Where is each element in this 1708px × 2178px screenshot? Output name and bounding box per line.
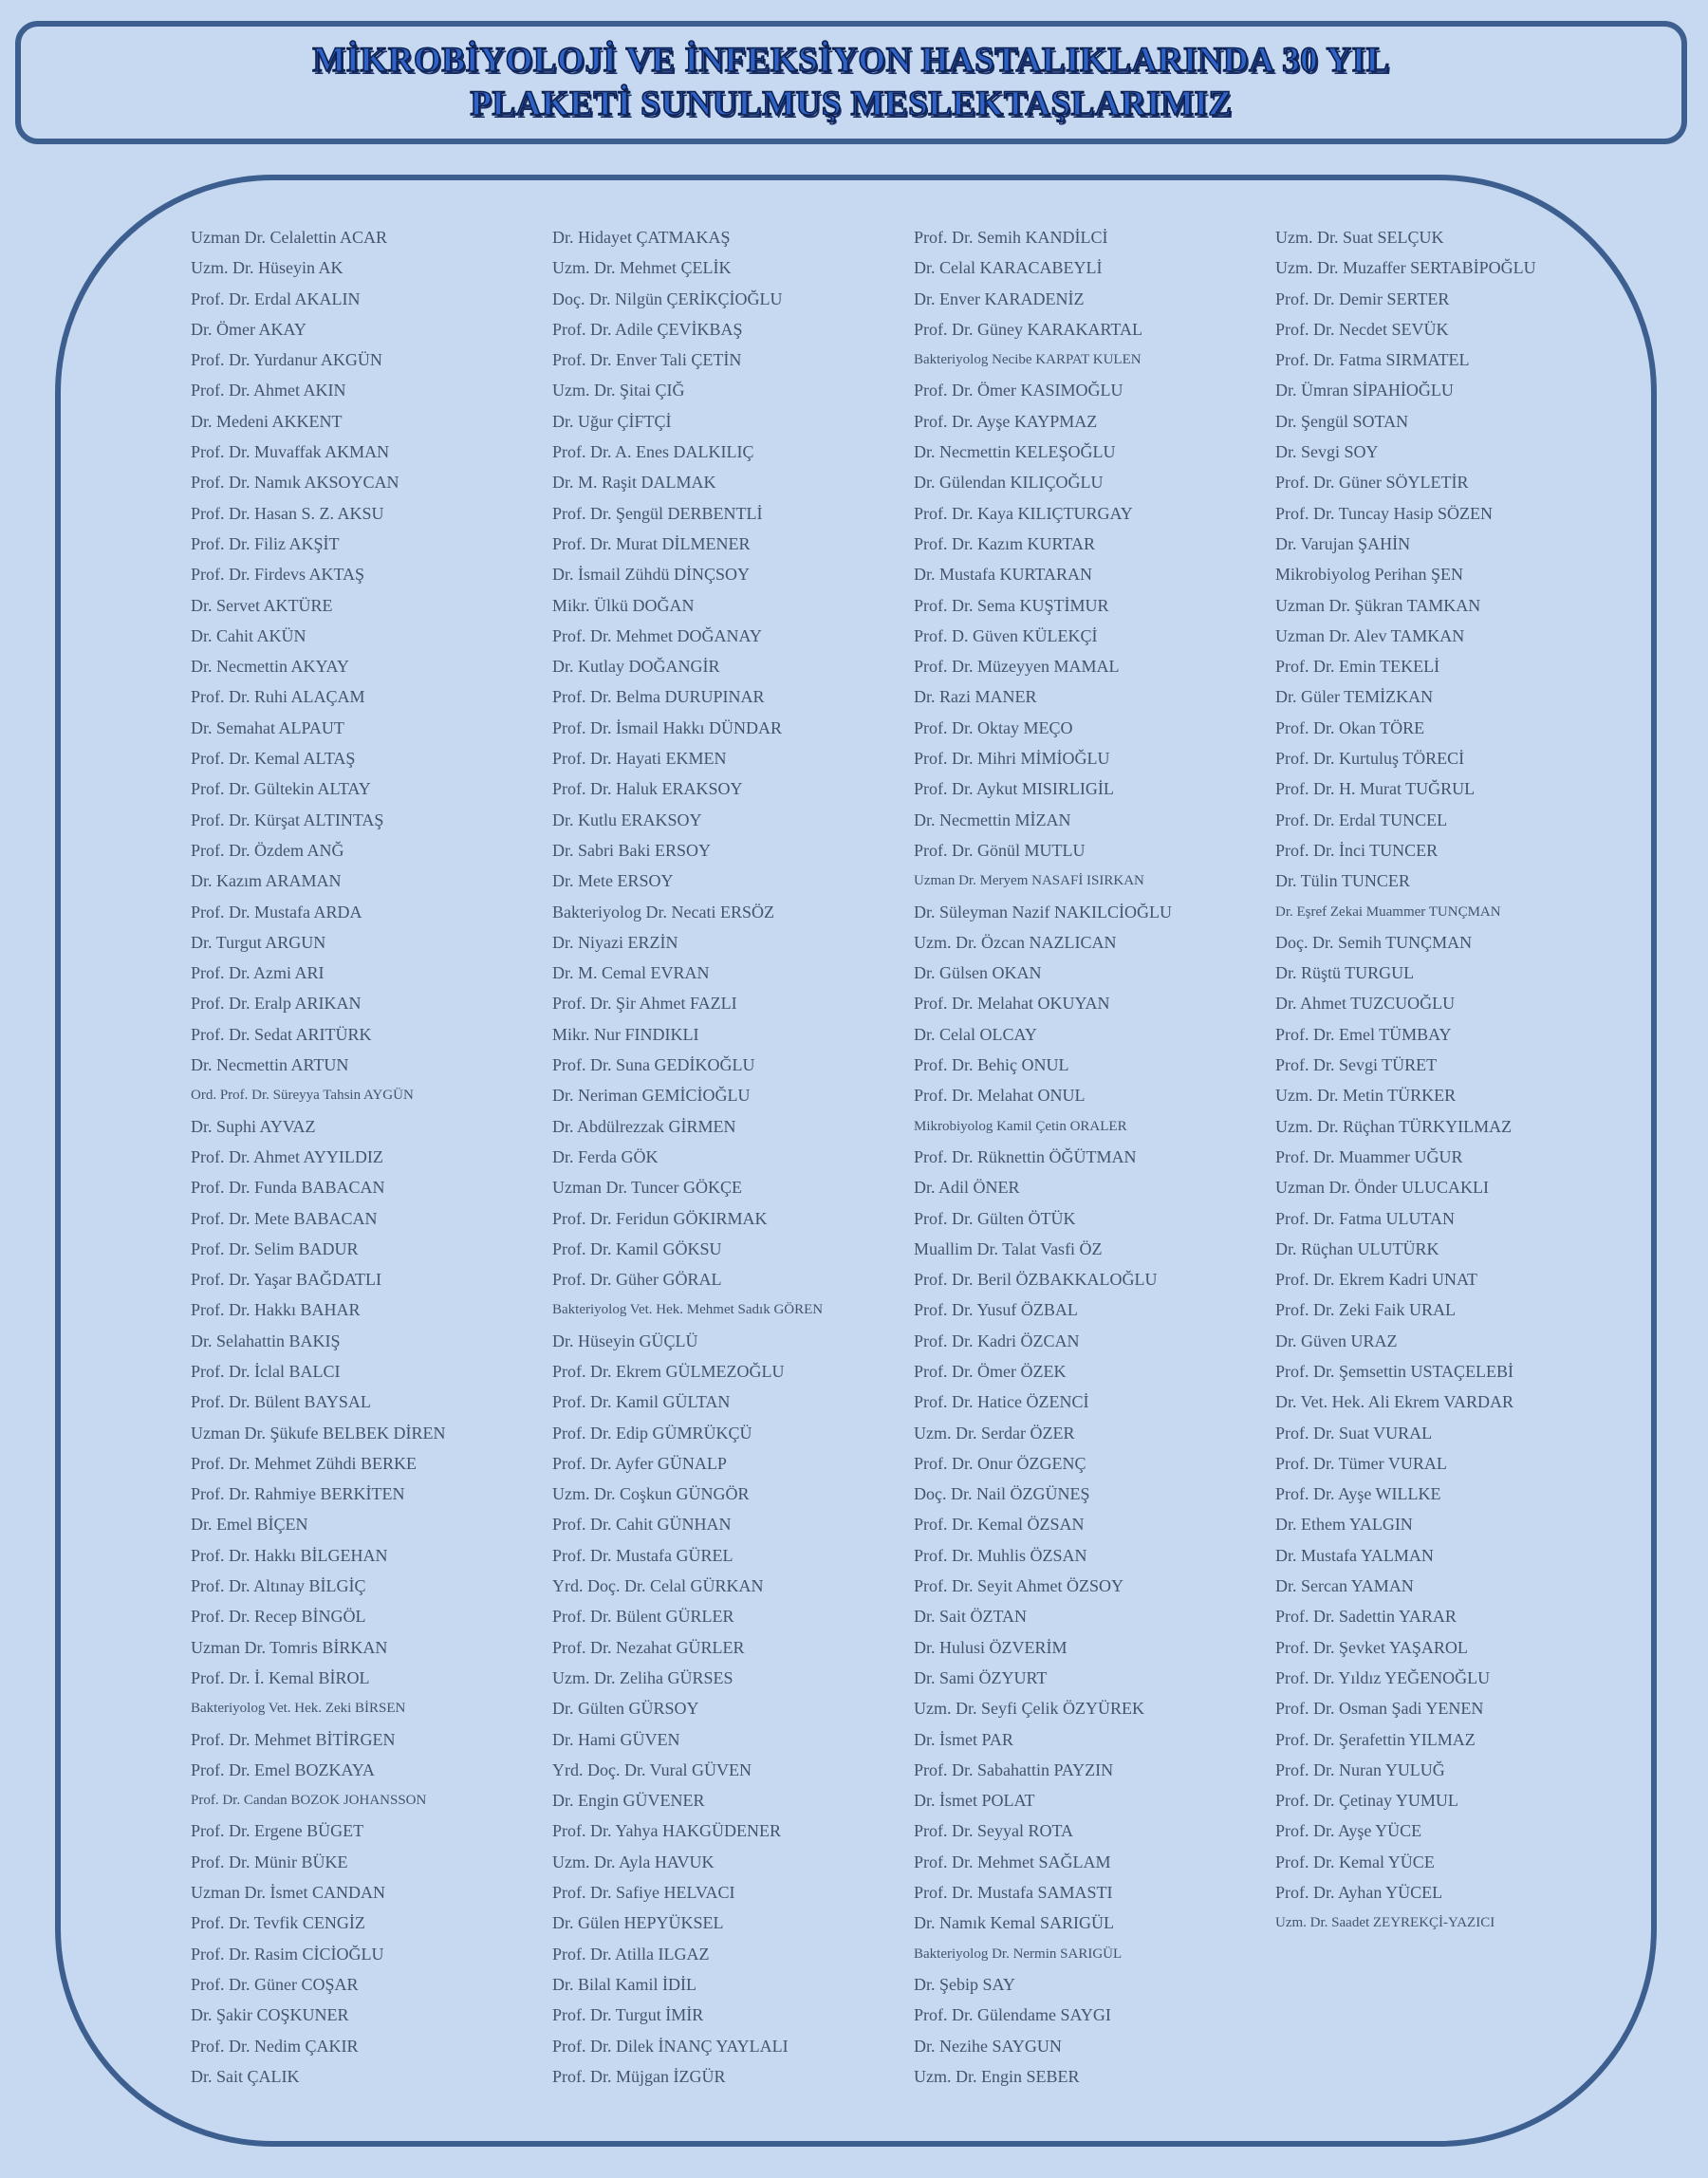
page-title-line-2: PLAKETİ SUNULMUŞ MESLEKTAŞLARIMIZ — [470, 84, 1233, 123]
name-entry: Dr. Rüçhan ULUTÜRK — [1275, 1238, 1439, 1258]
name-entry: Dr. Enver KARADENİZ — [914, 289, 1085, 308]
name-entry: Dr. Şebip SAY — [914, 1974, 1015, 1994]
name-entry: Ord. Prof. Dr. Süreyya Tahsin AYGÜN — [191, 1088, 414, 1104]
name-entry: Bakteriyolog Dr. Necati ERSÖZ — [552, 902, 774, 921]
name-entry: Prof. Dr. Muammer UĞUR — [1275, 1146, 1463, 1166]
name-entry: Prof. Dr. Şevket YAŞAROL — [1275, 1637, 1468, 1657]
name-entry: Mikrobiyolog Perihan ŞEN — [1275, 565, 1463, 585]
name-entry: Doç. Dr. Semih TUNÇMAN — [1275, 932, 1473, 952]
name-entry: Uzman Dr. Şükufe BELBEK DİREN — [191, 1423, 446, 1443]
name-entry: Prof. Dr. Mehmet SAĞLAM — [914, 1852, 1111, 1871]
name-entry: Prof. Dr. Adile ÇEVİKBAŞ — [552, 319, 743, 339]
name-entry: Prof. Dr. Seyyal ROTA — [914, 1821, 1074, 1841]
name-entry: Prof. Dr. Nuran YULUĞ — [1275, 1759, 1445, 1779]
name-entry: Prof. Dr. Nedim ÇAKIR — [191, 2036, 359, 2056]
name-entry: Dr. Mustafa KURTARAN — [914, 565, 1092, 585]
name-entry: Muallim Dr. Talat Vasfi ÖZ — [914, 1238, 1103, 1258]
name-entry: Uzm. Dr. Şitai ÇIĞ — [552, 381, 685, 400]
name-entry: Prof. Dr. Semih KANDİLCİ — [914, 228, 1108, 247]
name-entry: Prof. Dr. Firdevs AKTAŞ — [191, 565, 365, 585]
name-entry: Prof. Dr. Kamil GÖKSU — [552, 1238, 722, 1258]
name-entry: Prof. Dr. İ. Kemal BİROL — [191, 1667, 370, 1687]
name-entry: Prof. Dr. Ekrem Kadri UNAT — [1275, 1270, 1477, 1290]
name-entry: Bakteriyolog Necibe KARPAT KULEN — [914, 352, 1142, 368]
name-entry: Dr. Sait ÖZTAN — [914, 1607, 1028, 1627]
name-entry: Prof. Dr. Osman Şadi YENEN — [1275, 1699, 1484, 1719]
name-entry: Prof. Dr. Turgut İMİR — [552, 2005, 704, 2025]
name-entry: Mikrobiyolog Kamil Çetin ORALER — [914, 1118, 1127, 1134]
name-entry: Dr. Güler TEMİZKAN — [1275, 687, 1434, 707]
name-entry: Dr. Mete ERSOY — [552, 871, 674, 891]
name-entry: Dr. Kutlu ERAKSOY — [552, 810, 702, 829]
name-entry: Dr. M. Raşit DALMAK — [552, 473, 716, 493]
name-entry: Dr. M. Cemal EVRAN — [552, 963, 710, 983]
name-entry: Prof. Dr. Ayfer GÜNALP — [552, 1453, 727, 1473]
name-entry: Prof. Dr. Özdem ANĞ — [191, 840, 344, 860]
name-entry: Dr. Razi MANER — [914, 687, 1037, 707]
name-entry: Dr. Ömer AKAY — [191, 319, 306, 339]
name-entry: Prof. Dr. Haluk ERAKSOY — [552, 779, 743, 799]
name-entry: Dr. Turgut ARGUN — [191, 932, 326, 952]
name-entry: Prof. Dr. H. Murat TUĞRUL — [1275, 779, 1476, 799]
name-entry: Uzm. Dr. Hüseyin AK — [191, 258, 343, 278]
name-entry: Uzm. Dr. Serdar ÖZER — [914, 1423, 1075, 1443]
name-entry: Prof. Dr. Cahit GÜNHAN — [552, 1515, 732, 1535]
name-entry: Prof. Dr. Mete BABACAN — [191, 1208, 378, 1228]
name-entry: Dr. Gülen HEPYÜKSEL — [552, 1913, 724, 1933]
name-entry: Uzm. Dr. Rüçhan TÜRKYILMAZ — [1275, 1116, 1513, 1136]
name-entry: Prof. Dr. Ahmet AKIN — [191, 381, 346, 400]
name-entry: Dr. Güven URAZ — [1275, 1331, 1398, 1350]
name-entry: Prof. Dr. Ayşe YÜCE — [1275, 1821, 1422, 1841]
name-entry: Prof. Dr. Kazım KURTAR — [914, 533, 1095, 553]
name-entry: Prof. Dr. Sadettin YARAR — [1275, 1607, 1457, 1627]
name-entry: Dr. Hüseyin GÜÇLÜ — [552, 1331, 698, 1350]
name-entry: Prof. Dr. Sabahattin PAYZIN — [914, 1759, 1114, 1779]
name-entry: Dr. Sabri Baki ERSOY — [552, 840, 712, 860]
name-entry: Prof. Dr. Mustafa GÜREL — [552, 1545, 733, 1565]
name-entry: Dr. Abdülrezzak GİRMEN — [552, 1116, 736, 1136]
name-entry: Prof. Dr. Melahat ONUL — [914, 1086, 1086, 1106]
name-entry: Prof. Dr. Tuncay Hasip SÖZEN — [1275, 503, 1494, 523]
name-entry: Prof. Dr. Tümer VURAL — [1275, 1453, 1447, 1473]
names-column-2 — [552, 222, 823, 2092]
name-entry: Prof. Dr. Bülent GÜRLER — [552, 1607, 734, 1627]
name-entry: Prof. Dr. Fatma SIRMATEL — [1275, 350, 1470, 370]
name-entry: Prof. Dr. Yahya HAKGÜDENER — [552, 1821, 781, 1841]
name-entry: Prof. Dr. Münir BÜKE — [191, 1852, 348, 1871]
name-entry: Prof. Dr. Ayhan YÜCEL — [1275, 1883, 1443, 1903]
name-entry: Uzm. Dr. Muzaffer SERTABİPOĞLU — [1275, 258, 1536, 278]
name-entry: Prof. Dr. Ahmet AYYILDIZ — [191, 1146, 383, 1166]
name-entry: Prof. Dr. Hasan S. Z. AKSU — [191, 503, 384, 523]
name-entry: Prof. Dr. Gönül MUTLU — [914, 840, 1086, 860]
name-entry: Uzman Dr. İsmet CANDAN — [191, 1883, 385, 1903]
name-entry: Prof. Dr. Kadri ÖZCAN — [914, 1331, 1080, 1350]
name-entry: Dr. Sercan YAMAN — [1275, 1576, 1414, 1596]
name-entry: Prof. Dr. Ayşe KAYPMAZ — [914, 411, 1098, 431]
name-entry: Prof. Dr. Rahmiye BERKİTEN — [191, 1484, 405, 1504]
name-entry: Dr. Kutlay DOĞANGİR — [552, 657, 720, 677]
name-entry: Yrd. Doç. Dr. Vural GÜVEN — [552, 1759, 752, 1779]
name-entry: Dr. Gülendan KILIÇOĞLU — [914, 473, 1104, 493]
name-entry: Prof. Dr. Altınay BİLGİÇ — [191, 1576, 366, 1596]
name-entry: Prof. Dr. Çetinay YUMUL — [1275, 1791, 1458, 1811]
name-entry: Uzman Dr. Alev TAMKAN — [1275, 625, 1465, 645]
name-entry: Prof. Dr. Ömer KASIMOĞLU — [914, 381, 1123, 400]
name-entry: Prof. Dr. A. Enes DALKILIÇ — [552, 442, 754, 462]
name-entry: Prof. Dr. Gülten ÖTÜK — [914, 1208, 1076, 1228]
name-entry: Prof. Dr. Ruhi ALAÇAM — [191, 687, 365, 707]
name-entry: Prof. Dr. Erdal AKALIN — [191, 289, 361, 308]
name-entry: Bakteriyolog Dr. Nermin SARIGÜL — [914, 1945, 1123, 1962]
name-entry: Dr. Necmettin KELEŞOĞLU — [914, 442, 1116, 462]
name-entry: Prof. Dr. Yıldız YEĞENOĞLU — [1275, 1667, 1491, 1687]
name-entry: Prof. Dr. Eralp ARIKAN — [191, 994, 362, 1014]
name-entry: Prof. Dr. Erdal TUNCEL — [1275, 810, 1448, 829]
name-entry: Prof. Dr. Mustafa ARDA — [191, 902, 362, 921]
name-entry: Prof. Dr. Kaya KILIÇTURGAY — [914, 503, 1133, 523]
name-entry: Dr. Gülsen OKAN — [914, 963, 1042, 983]
name-entry: Dr. Suphi AYVAZ — [191, 1116, 316, 1136]
name-entry: Dr. Şakir COŞKUNER — [191, 2005, 349, 2025]
name-entry: Prof. Dr. Edip GÜMRÜKÇÜ — [552, 1423, 752, 1443]
name-entry: Prof. Dr. Azmi ARI — [191, 963, 325, 983]
name-entry: Prof. Dr. Ömer ÖZEK — [914, 1361, 1067, 1381]
name-entry: Doç. Dr. Nail ÖZGÜNEŞ — [914, 1484, 1090, 1504]
page-title-line-1: MİKROBİYOLOJİ VE İNFEKSİYON HASTALIKLARINDA 30 YIL — [312, 41, 1390, 80]
name-entry: Dr. Kazım ARAMAN — [191, 871, 342, 891]
name-entry: Dr. Neriman GEMİCİOĞLU — [552, 1086, 751, 1106]
name-entry: Dr. Tülin TUNCER — [1275, 871, 1410, 891]
names-column-3 — [914, 222, 1172, 2092]
name-entry: Dr. Ferda GÖK — [552, 1146, 659, 1166]
name-entry: Dr. Hulusi ÖZVERİM — [914, 1637, 1068, 1657]
name-entry: Prof. Dr. Şir Ahmet FAZLI — [552, 994, 737, 1014]
name-entry: Prof. Dr. Demir SERTER — [1275, 289, 1450, 308]
title-banner — [15, 21, 1687, 144]
name-entry: Prof. Dr. Ekrem GÜLMEZOĞLU — [552, 1361, 785, 1381]
name-entry: Prof. Dr. Atilla ILGAZ — [552, 1944, 710, 1964]
name-entry: Dr. Emel BİÇEN — [191, 1515, 308, 1535]
name-entry: Prof. Dr. Şengül DERBENTLİ — [552, 503, 763, 523]
name-entry: Dr. Mustafa YALMAN — [1275, 1545, 1434, 1565]
name-entry: Dr. Necmettin MİZAN — [914, 810, 1071, 829]
name-entry: Prof. Dr. Okan TÖRE — [1275, 717, 1425, 737]
name-entry: Dr. Hidayet ÇATMAKAŞ — [552, 228, 731, 247]
name-entry: Prof. Dr. Şemsettin USTAÇELEBİ — [1275, 1361, 1514, 1381]
name-entry: Prof. Dr. Sevgi TÜRET — [1275, 1055, 1438, 1075]
name-entry: Dr. Ahmet TUZCUOĞLU — [1275, 994, 1456, 1014]
name-entry: Prof. Dr. Emin TEKELİ — [1275, 657, 1440, 677]
name-entry: Dr. Adil ÖNER — [914, 1178, 1020, 1198]
name-entry: Prof. Dr. Aykut MISIRLIGİL — [914, 779, 1114, 799]
name-entry: Dr. Eşref Zekai Muammer TUNÇMAN — [1275, 903, 1501, 920]
name-entry: Prof. Dr. İclal BALCI — [191, 1361, 341, 1381]
name-entry: Dr. Celal OLCAY — [914, 1024, 1037, 1044]
name-entry: Prof. Dr. Belma DURUPINAR — [552, 687, 765, 707]
name-entry: Prof. Dr. Filiz AKŞİT — [191, 533, 340, 553]
name-entry: Prof. Dr. Kamil GÜLTAN — [552, 1392, 731, 1412]
name-entry: Dr. Nezihe SAYGUN — [914, 2036, 1062, 2056]
name-entry: Prof. Dr. Güner COŞAR — [191, 1974, 359, 1994]
name-entry: Prof. Dr. Mehmet Zühdi BERKE — [191, 1453, 417, 1473]
name-entry: Uzm. Dr. Mehmet ÇELİK — [552, 258, 732, 278]
name-entry: Prof. Dr. Müzeyyen MAMAL — [914, 657, 1120, 677]
name-entry: Dr. Necmettin AKYAY — [191, 657, 349, 677]
name-entry: Prof. Dr. Seyit Ahmet ÖZSOY — [914, 1576, 1124, 1596]
name-entry: Prof. Dr. Emel TÜMBAY — [1275, 1024, 1452, 1044]
name-entry: Uzman Dr. Tomris BİRKAN — [191, 1637, 388, 1657]
name-entry: Prof. Dr. Selim BADUR — [191, 1238, 359, 1258]
name-entry: Prof. Dr. İnci TUNCER — [1275, 840, 1439, 860]
name-entry: Doç. Dr. Nilgün ÇERİKÇİOĞLU — [552, 289, 783, 308]
name-entry: Prof. Dr. Nezahat GÜRLER — [552, 1637, 745, 1657]
name-entry: Prof. Dr. Candan BOZOK JOHANSSON — [191, 1793, 427, 1809]
name-entry: Prof. Dr. Kürşat ALTINTAŞ — [191, 810, 384, 829]
name-entry: Dr. Süleyman Nazif NAKILCİOĞLU — [914, 902, 1172, 921]
name-entry: Dr. İsmet POLAT — [914, 1791, 1035, 1811]
name-entry: Prof. Dr. Zeki Faik URAL — [1275, 1300, 1456, 1320]
name-entry: Prof. Dr. İsmail Hakkı DÜNDAR — [552, 717, 782, 737]
name-entry: Uzm. Dr. Suat SELÇUK — [1275, 228, 1444, 247]
name-entry: Uzman Dr. Tuncer GÖKÇE — [552, 1178, 742, 1198]
name-entry: Prof. Dr. Mehmet BİTİRGEN — [191, 1729, 396, 1749]
name-entry: Prof. Dr. Yusuf ÖZBAL — [914, 1300, 1078, 1320]
name-entry: Dr. Necmettin ARTUN — [191, 1055, 349, 1075]
name-entry: Prof. Dr. Safiye HELVACI — [552, 1883, 735, 1903]
name-entry: Dr. Engin GÜVENER — [552, 1791, 705, 1811]
name-entry: Prof. Dr. Ergene BÜGET — [191, 1821, 364, 1841]
name-entry: Dr. Gülten GÜRSOY — [552, 1699, 699, 1719]
name-entry: Prof. Dr. Mustafa SAMASTI — [914, 1883, 1113, 1903]
name-entry: Prof. Dr. Bülent BAYSAL — [191, 1392, 371, 1412]
name-entry: Prof. Dr. Gülendame SAYGI — [914, 2005, 1111, 2025]
name-entry: Prof. Dr. Kemal ALTAŞ — [191, 749, 356, 769]
name-entry: Prof. Dr. Ayşe WILLKE — [1275, 1484, 1441, 1504]
name-entry: Prof. Dr. Recep BİNGÖL — [191, 1607, 366, 1627]
name-entry: Prof. Dr. Kemal YÜCE — [1275, 1852, 1435, 1871]
name-entry: Dr. Cahit AKÜN — [191, 625, 306, 645]
name-entry: Prof. Dr. Güney KARAKARTAL — [914, 319, 1142, 339]
name-entry: Dr. Ümran SİPAHİOĞLU — [1275, 381, 1454, 400]
name-entry: Dr. Celal KARACABEYLİ — [914, 258, 1103, 278]
name-entry: Prof. Dr. Gültekin ALTAY — [191, 779, 371, 799]
name-entry: Uzm. Dr. Zeliha GÜRSES — [552, 1667, 733, 1687]
name-entry: Uzm. Dr. Engin SEBER — [914, 2066, 1080, 2086]
names-column-1 — [191, 222, 445, 2092]
name-entry: Mikr. Ülkü DOĞAN — [552, 595, 695, 615]
name-entry: Prof. Dr. Melahat OKUYAN — [914, 994, 1110, 1014]
name-entry: Prof. Dr. Rasim CİCİOĞLU — [191, 1944, 384, 1964]
name-entry: Prof. Dr. Funda BABACAN — [191, 1178, 385, 1198]
name-entry: Prof. Dr. Suat VURAL — [1275, 1423, 1433, 1443]
name-entry: Dr. Vet. Hek. Ali Ekrem VARDAR — [1275, 1392, 1514, 1412]
name-entry: Prof. Dr. Sema KUŞTİMUR — [914, 595, 1109, 615]
name-entry: Dr. Rüştü TURGUL — [1275, 963, 1415, 983]
name-entry: Prof. D. Güven KÜLEKÇİ — [914, 625, 1098, 645]
name-entry: Prof. Dr. Mehmet DOĞANAY — [552, 625, 762, 645]
name-entry: Prof. Dr. Şerafettin YILMAZ — [1275, 1729, 1476, 1749]
name-entry: Prof. Dr. Dilek İNANÇ YAYLALI — [552, 2036, 789, 2056]
names-column-4 — [1275, 222, 1536, 1939]
name-entry: Prof. Dr. Hakkı BAHAR — [191, 1300, 361, 1320]
name-entry: Prof. Dr. Tevfik CENGİZ — [191, 1913, 365, 1933]
name-entry: Prof. Dr. Müjgan İZGÜR — [552, 2066, 726, 2086]
name-entry: Dr. Niyazi ERZİN — [552, 932, 678, 952]
name-entry: Prof. Dr. Sedat ARITÜRK — [191, 1024, 372, 1044]
name-entry: Dr. Sait ÇALIK — [191, 2066, 300, 2086]
name-entry: Uzm. Dr. Seyfi Çelik ÖZYÜREK — [914, 1699, 1144, 1719]
name-entry: Prof. Dr. Necdet SEVÜK — [1275, 319, 1449, 339]
name-entry: Prof. Dr. Yaşar BAĞDATLI — [191, 1270, 381, 1290]
name-entry: Dr. İsmail Zühdü DİNÇSOY — [552, 565, 750, 585]
name-entry: Uzman Dr. Celalettin ACAR — [191, 228, 387, 247]
name-entry: Prof. Dr. Muhlis ÖZSAN — [914, 1545, 1087, 1565]
name-entry: Prof. Dr. Muvaffak AKMAN — [191, 442, 390, 462]
name-entry: Dr. Sami ÖZYURT — [914, 1667, 1048, 1687]
name-entry: Prof. Dr. Murat DİLMENER — [552, 533, 751, 553]
name-entry: Dr. Uğur ÇİFTÇİ — [552, 411, 672, 431]
name-entry: Dr. Bilal Kamil İDİL — [552, 1974, 696, 1994]
name-entry: Yrd. Doç. Dr. Celal GÜRKAN — [552, 1576, 764, 1596]
name-entry: Prof. Dr. Mihri MİMİOĞLU — [914, 749, 1110, 769]
name-entry: Prof. Dr. Oktay MEÇO — [914, 717, 1073, 737]
name-entry: Prof. Dr. Enver Tali ÇETİN — [552, 350, 742, 370]
name-entry: Dr. Şengül SOTAN — [1275, 411, 1409, 431]
name-entry: Dr. Semahat ALPAUT — [191, 717, 344, 737]
name-entry: Prof. Dr. Hatice ÖZENCİ — [914, 1392, 1089, 1412]
name-entry: Uzman Dr. Önder ULUCAKLI — [1275, 1178, 1489, 1198]
name-entry: Uzman Dr. Meryem NASAFİ ISIRKAN — [914, 873, 1144, 889]
name-entry: Prof. Dr. Yurdanur AKGÜN — [191, 350, 382, 370]
name-entry: Dr. Hami GÜVEN — [552, 1729, 680, 1749]
name-entry: Dr. Sevgi SOY — [1275, 442, 1379, 462]
name-entry: Prof. Dr. Suna GEDİKOĞLU — [552, 1055, 755, 1075]
name-entry: Prof. Dr. Güher GÖRAL — [552, 1270, 722, 1290]
name-entry: Uzm. Dr. Ayla HAVUK — [552, 1852, 715, 1871]
name-entry: Uzm. Dr. Coşkun GÜNGÖR — [552, 1484, 750, 1504]
name-entry: Uzm. Dr. Metin TÜRKER — [1275, 1086, 1457, 1106]
name-entry: Mikr. Nur FINDIKLI — [552, 1024, 699, 1044]
name-entry: Dr. Selahattin BAKIŞ — [191, 1331, 341, 1350]
name-entry: Prof. Dr. Güner SÖYLETİR — [1275, 473, 1469, 493]
name-entry: Prof. Dr. Behiç ONUL — [914, 1055, 1069, 1075]
name-entry: Prof. Dr. Namık AKSOYCAN — [191, 473, 399, 493]
name-entry: Uzman Dr. Şükran TAMKAN — [1275, 595, 1481, 615]
name-entry: Prof. Dr. Hayati EKMEN — [552, 749, 727, 769]
name-entry: Uzm. Dr. Saadet ZEYREKÇİ-YAZICI — [1275, 1915, 1495, 1931]
name-entry: Prof. Dr. Kurtuluş TÖRECİ — [1275, 749, 1465, 769]
name-entry: Bakteriyolog Vet. Hek. Zeki BİRSEN — [191, 1701, 406, 1717]
name-entry: Dr. Ethem YALGIN — [1275, 1515, 1413, 1535]
name-entry: Dr. Medeni AKKENT — [191, 411, 343, 431]
name-entry: Dr. Varujan ŞAHİN — [1275, 533, 1411, 553]
name-entry: Dr. Servet AKTÜRE — [191, 595, 333, 615]
name-entry: Prof. Dr. Rüknettin ÖĞÜTMAN — [914, 1146, 1137, 1166]
name-entry: Prof. Dr. Beril ÖZBAKKALOĞLU — [914, 1270, 1158, 1290]
name-entry: Prof. Dr. Emel BOZKAYA — [191, 1759, 375, 1779]
name-entry: Bakteriyolog Vet. Hek. Mehmet Sadık GÖREN — [552, 1302, 824, 1318]
name-entry: Prof. Dr. Onur ÖZGENÇ — [914, 1453, 1086, 1473]
name-entry: Dr. İsmet PAR — [914, 1729, 1013, 1749]
name-entry: Prof. Dr. Hakkı BİLGEHAN — [191, 1545, 388, 1565]
name-entry: Uzm. Dr. Özcan NAZLICAN — [914, 932, 1117, 952]
name-entry: Prof. Dr. Kemal ÖZSAN — [914, 1515, 1085, 1535]
name-entry: Prof. Dr. Fatma ULUTAN — [1275, 1208, 1456, 1228]
name-entry: Prof. Dr. Feridun GÖKIRMAK — [552, 1208, 768, 1228]
name-entry: Dr. Namık Kemal SARIGÜL — [914, 1913, 1114, 1933]
